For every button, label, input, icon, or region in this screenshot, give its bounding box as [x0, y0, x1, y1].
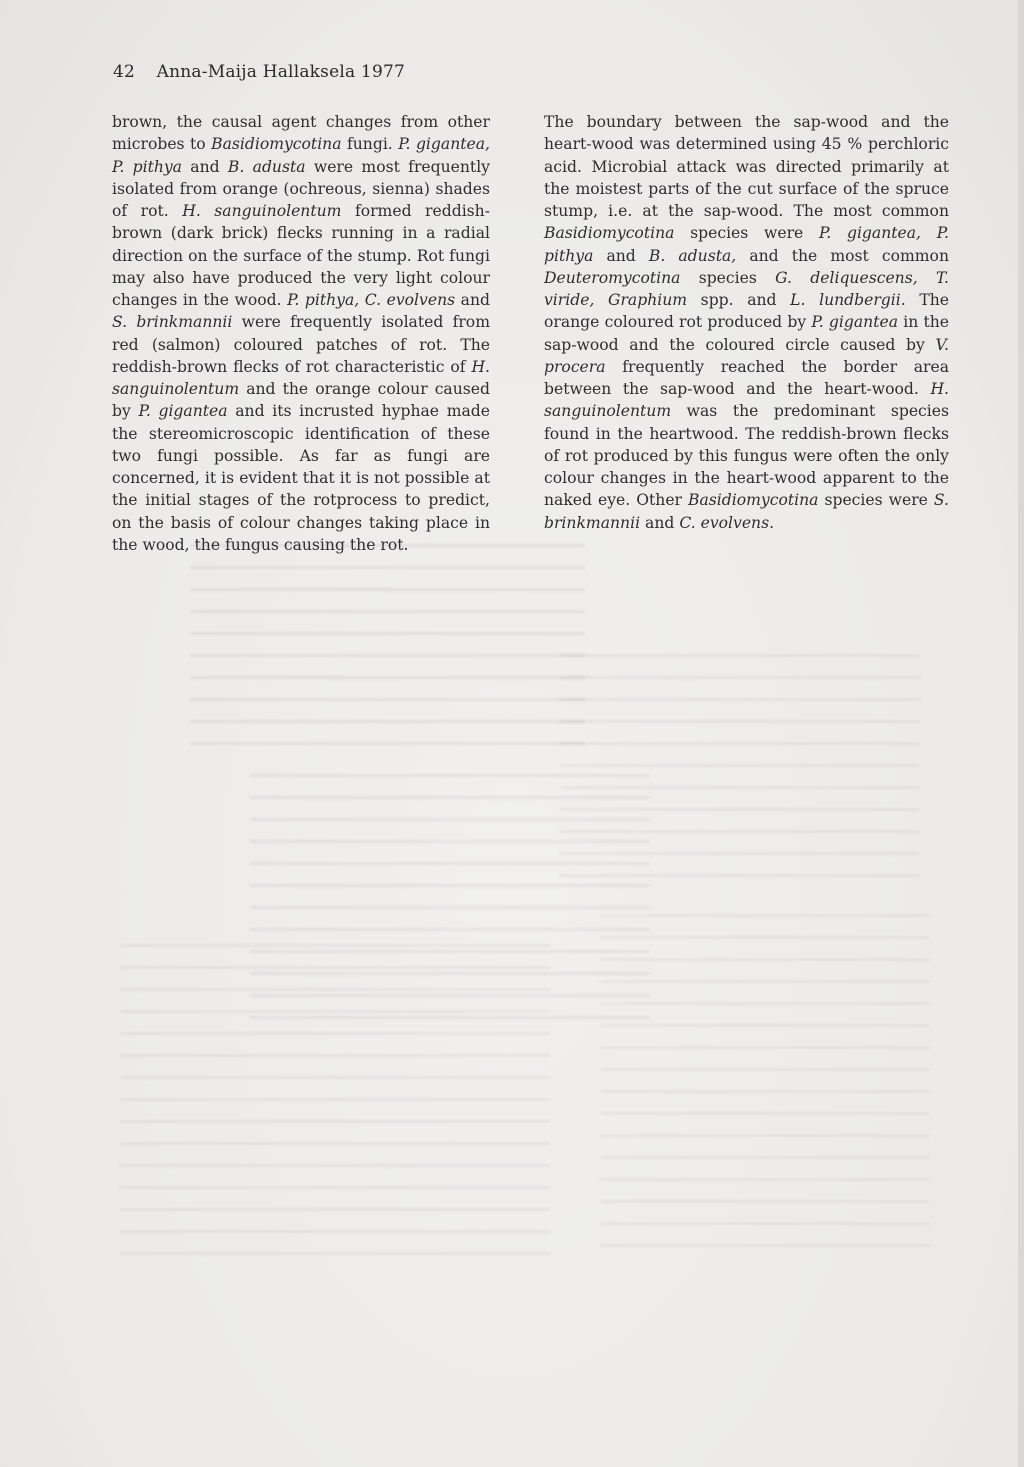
- italic-taxon-text: G. deliquescens, T. viride, Graphium: [544, 268, 949, 309]
- body-text-run: species were: [674, 224, 819, 243]
- italic-taxon-text: H. sanguinolentum: [182, 202, 342, 220]
- italic-taxon-text: Basidiomycotina: [544, 224, 675, 243]
- italic-taxon-text: L. lundbergii.: [790, 291, 906, 309]
- italic-taxon-text: Basidiomycotina: [211, 135, 342, 154]
- body-text-run: were most frequently isolated from orange (ochreous, sienna) shades of rot.: [112, 157, 490, 220]
- left-column-paragraph: [112, 111, 490, 556]
- body-text-run: in the sap-wood and the coloured circle caused by: [544, 313, 950, 354]
- italic-taxon-text: P. gigantea: [811, 313, 898, 332]
- right-column-paragraph: [544, 111, 949, 534]
- italic-taxon-text: H. sanguinolentum: [112, 357, 490, 398]
- show-through-text: [600, 900, 930, 1250]
- left-column: [112, 111, 490, 556]
- italic-taxon-text: V. procera: [544, 335, 949, 376]
- page-number: 42: [113, 62, 136, 82]
- italic-taxon-text: Deuteromycotina: [544, 268, 681, 287]
- italic-taxon-text: P. gigantea: [138, 402, 228, 421]
- body-text-run: was the predominant species found in the heartwood. The reddish-brown flecks of rot produced by this fungus were often the only colour changes in the heart-wood apparent to the naked eye. Other: [544, 402, 949, 510]
- italic-taxon-text: B. adusta,: [648, 246, 737, 265]
- running-header: [113, 62, 405, 82]
- italic-taxon-text: H. sanguinolentum: [544, 380, 949, 421]
- body-text-run: fungi.: [341, 135, 399, 154]
- italic-taxon-text: B. adusta: [227, 157, 306, 176]
- show-through-text: [190, 530, 585, 760]
- italic-taxon-text: Basidiomycotina: [688, 491, 819, 510]
- italic-taxon-text: S. brinkmannii: [112, 313, 233, 332]
- body-text-run: and the most common: [736, 246, 949, 265]
- show-through-text: [120, 930, 550, 1270]
- italic-taxon-text: P. gigantea, P. pithya: [544, 224, 949, 265]
- body-text-run: spp. and: [687, 291, 791, 309]
- italic-taxon-text: P. pithya, C. evolvens: [287, 291, 456, 309]
- right-column: [544, 111, 949, 534]
- body-text-run: The orange coloured rot produced by: [544, 291, 949, 332]
- body-text-run: were frequently isolated from red (salmon) coloured patches of rot. The reddish-brown flecks of rot characteristic of: [112, 313, 490, 376]
- body-text-run: frequently reached the border area between the sap-wood and the heart-wood.: [544, 357, 949, 398]
- body-text-run: formed reddish-brown (dark brick) flecks running in a radial direction on the surface of the stump. Rot fungi may also have produced the very light colour changes in the wood.: [112, 202, 490, 309]
- body-text-run: brown, the causal agent changes from other microbes to: [112, 113, 490, 154]
- body-text-run: and the orange colour caused by: [112, 380, 490, 421]
- body-text-run: and: [181, 157, 228, 176]
- body-text-run: The boundary between the sap-wood and the heart-wood was determined using 45 % perchloric acid. Microbial attack was directed primarily at the moistest parts of the cut surface of the spruce stump, i.e. at the sap-wood. The most common: [544, 113, 949, 220]
- italic-taxon-text: S. brinkmannii: [544, 491, 949, 532]
- italic-taxon-text: C. evolvens.: [679, 513, 775, 532]
- body-text-run: species: [680, 268, 776, 287]
- body-text-run: and: [593, 246, 649, 265]
- show-through-text: [560, 640, 920, 890]
- running-title: Anna-Maija Hallaksela 1977: [156, 62, 405, 82]
- italic-taxon-text: P. gigantea, P. pithya: [112, 135, 490, 176]
- page-edge: [1018, 0, 1024, 1467]
- body-text-run: and: [455, 291, 490, 309]
- body-text-run: species were: [818, 491, 934, 510]
- body-text-run: and its incrusted hyphae made the stereomicroscopic identification of these two fungi possible. As far as fungi are concerned, it is evident that it is not possible at the initial stages of the rotprocess to predict, on the basis of colour changes taking place in the wood, the fungus causing the rot.: [112, 402, 490, 554]
- body-text-run: and: [640, 513, 680, 532]
